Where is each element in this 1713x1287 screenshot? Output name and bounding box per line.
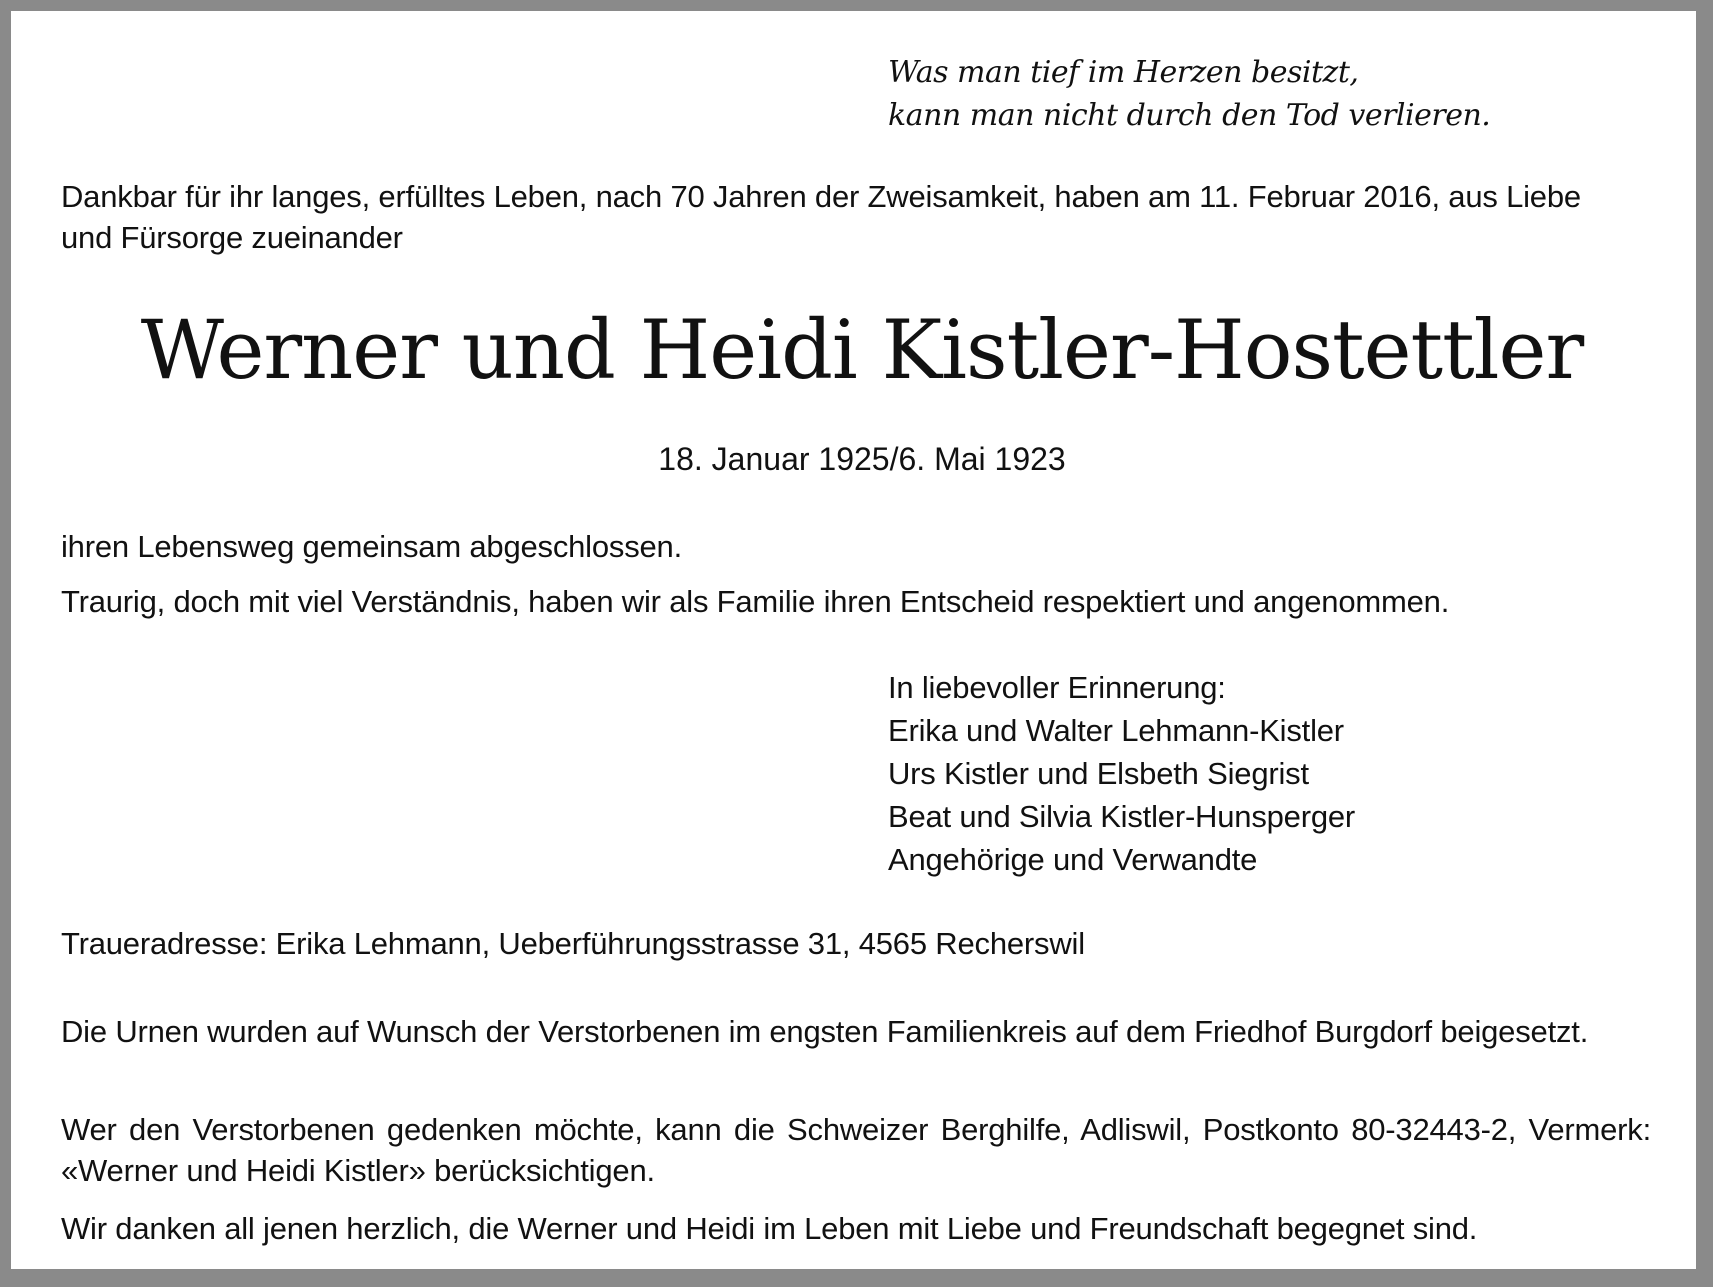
signer-name: Erika und Walter Lehmann-Kistler — [888, 713, 1344, 748]
intro-line: und Fürsorge zueinander — [61, 220, 403, 255]
signers-block — [888, 666, 1355, 881]
mourning-address: Traueradresse: Erika Lehmann, Ueberführungsstrasse 31, 4565 Recherswil — [61, 926, 1085, 961]
intro-paragraph — [61, 176, 1661, 258]
signers-heading: In liebevoller Erinnerung: — [888, 670, 1226, 705]
motto-quote — [888, 51, 1490, 137]
signer-name: Angehörige und Verwandte — [888, 842, 1258, 877]
motto-line: kann man nicht durch den Tod verlieren. — [888, 98, 1491, 133]
intro-line: Dankbar für ihr langes, erfülltes Leben, nach 70 Jahren der Zweisamkeit, haben am 11. Februar 2016, aus Liebe — [61, 179, 1581, 214]
urn-burial-notice: Die Urnen wurden auf Wunsch der Verstorbenen im engsten Familienkreis auf dem Friedhof Burgdorf beigesetzt. — [61, 1014, 1589, 1049]
birth-dates: 18. Januar 1925/6. Mai 1923 — [658, 441, 1066, 477]
closing-line: ihren Lebensweg gemeinsam abgeschlossen. — [61, 529, 683, 564]
signer-name: Urs Kistler und Elsbeth Siegrist — [888, 756, 1309, 791]
deceased-names: Werner und Heidi Kistler-Hostettler — [140, 304, 1584, 398]
signer-name: Beat und Silvia Kistler-Hunsperger — [888, 799, 1356, 834]
donation-notice: Wer den Verstorbenen gedenken möchte, kann die Schweizer Berghilfe, Adliswil, Postkonto 80-32443-2, Vermerk: «Werner und Heidi Kistler» berücksichtigen. — [61, 1112, 1651, 1188]
motto-line: Was man tief im Herzen besitzt, — [888, 55, 1359, 90]
thanks-line: Wir danken all jenen herzlich, die Werner und Heidi im Leben mit Liebe und Freundschaft begegnet sind. — [61, 1211, 1478, 1246]
family-statement: Traurig, doch mit viel Verständnis, haben wir als Familie ihren Entscheid respektiert und angenommen. — [61, 584, 1450, 619]
obituary-notice — [11, 11, 1696, 1269]
